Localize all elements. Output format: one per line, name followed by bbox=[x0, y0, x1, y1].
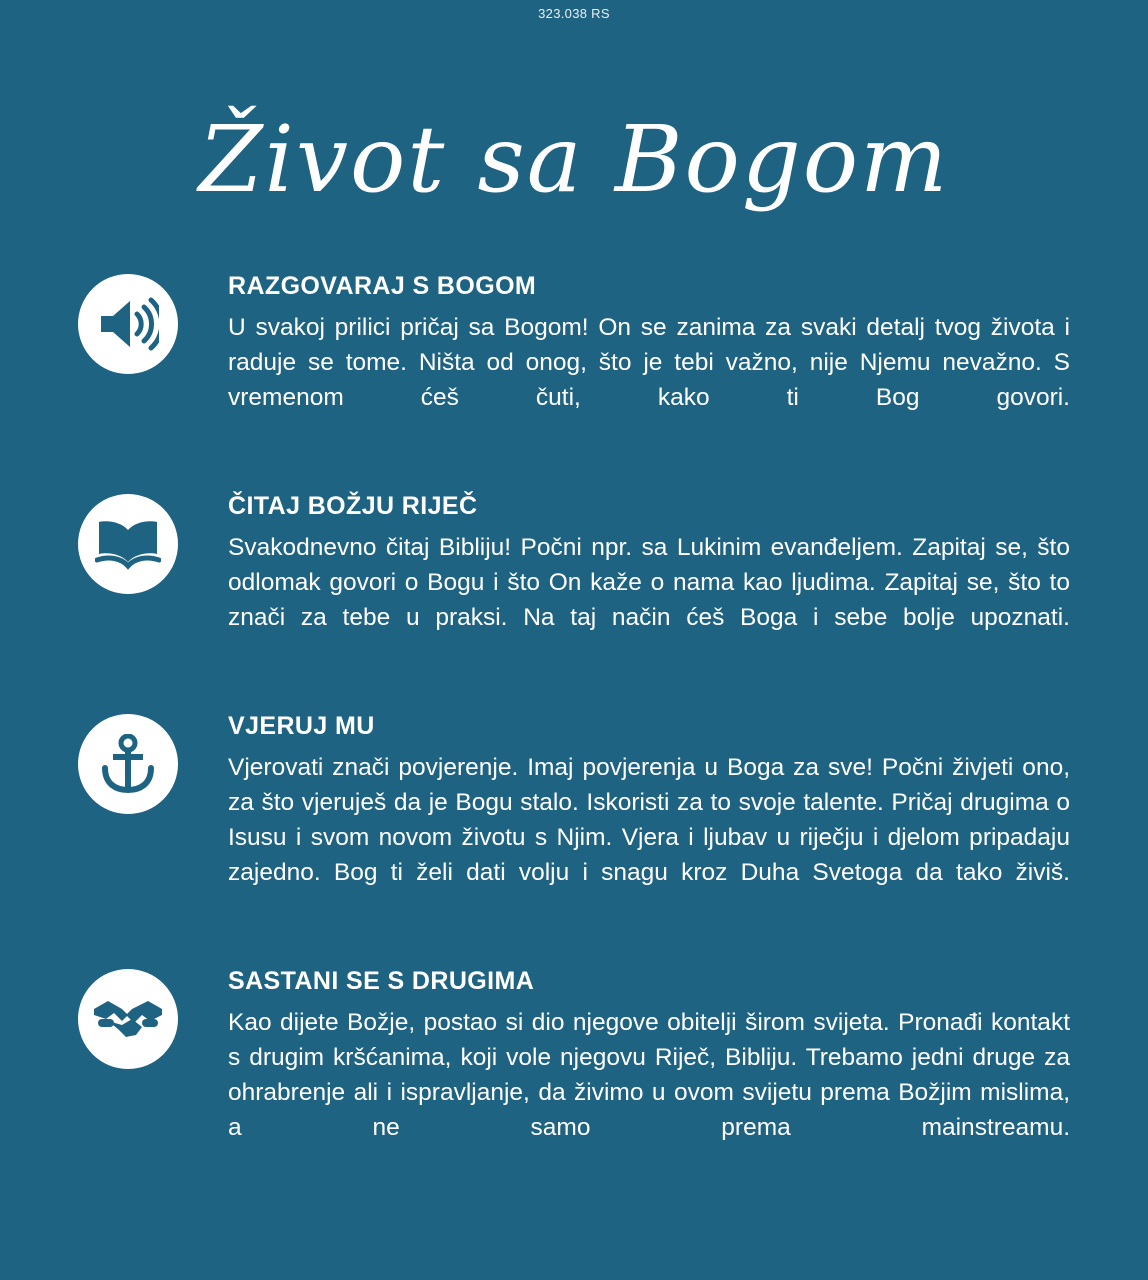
list-item bbox=[0, 492, 1148, 670]
section-text: Svakodnevno čitaj Bibliju! Počni npr. sa Lukinim evanđeljem. Zapitaj se, što odlomak govori o Bogu i što On kaže o nama kao ljudima. Zapitaj se, što to znači za tebe u praksi. Na taj način ćeš Boga i sebe bolje upoznati. bbox=[228, 534, 1070, 631]
icon-container bbox=[78, 714, 182, 818]
open-book-icon bbox=[78, 494, 178, 594]
section-text: Vjerovati znači povjerenje. Imaj povjerenja u Boga za sve! Počni živjeti ono, za što vjeruješ da je Bogu stalo. Iskoristi za to svoje talente. Pričaj drugima o Isusu i svom novom životu s Njim. Vjera i ljubav u riječju i djelom pripadaju zajedno. Bog ti želi dati volju i snagu kroz Duha Svetoga da tako živiš. bbox=[228, 754, 1070, 886]
section-body bbox=[182, 272, 1070, 450]
list-item bbox=[0, 967, 1148, 1180]
list-item bbox=[0, 272, 1148, 450]
page-title: Život sa Bogom bbox=[198, 106, 950, 213]
sections-list bbox=[0, 272, 1148, 1222]
icon-container bbox=[78, 494, 182, 598]
section-body bbox=[182, 712, 1070, 925]
section-heading: ČITAJ BOŽJU RIJEČ bbox=[228, 492, 478, 521]
section-text: Kao dijete Božje, postao si dio njegove obitelji širom svijeta. Pronađi kontakt s drugim kršćanima, koji vole njegovu Riječ, Bibliju. Trebamo jedni druge za ohrabrenje ali i ispravljanje, da živimo u ovom svijetu prema Božjim mislima, a ne samo prema mainstreamu. bbox=[228, 1009, 1070, 1141]
section-text: U svakoj prilici pričaj sa Bogom! On se zanima za svaki detalj tvog života i raduje se tome. Ništa od onog, što je tebi važno, nije Njemu nevažno. S vremenom ćeš čuti, kako ti Bog govori. bbox=[228, 314, 1070, 411]
section-heading: VJERUJ MU bbox=[228, 712, 375, 741]
section-body bbox=[182, 492, 1070, 670]
section-heading: RAZGOVARAJ S BOGOM bbox=[228, 272, 537, 300]
icon-container bbox=[78, 969, 182, 1073]
speaker-icon bbox=[78, 274, 178, 374]
document-code: 323.038 RS bbox=[538, 6, 610, 21]
section-body bbox=[182, 967, 1070, 1180]
section-heading: SASTANI SE S DRUGIMA bbox=[228, 967, 535, 996]
list-item bbox=[0, 712, 1148, 925]
anchor-icon bbox=[78, 714, 178, 814]
handshake-icon bbox=[78, 969, 178, 1069]
icon-container bbox=[78, 274, 182, 378]
